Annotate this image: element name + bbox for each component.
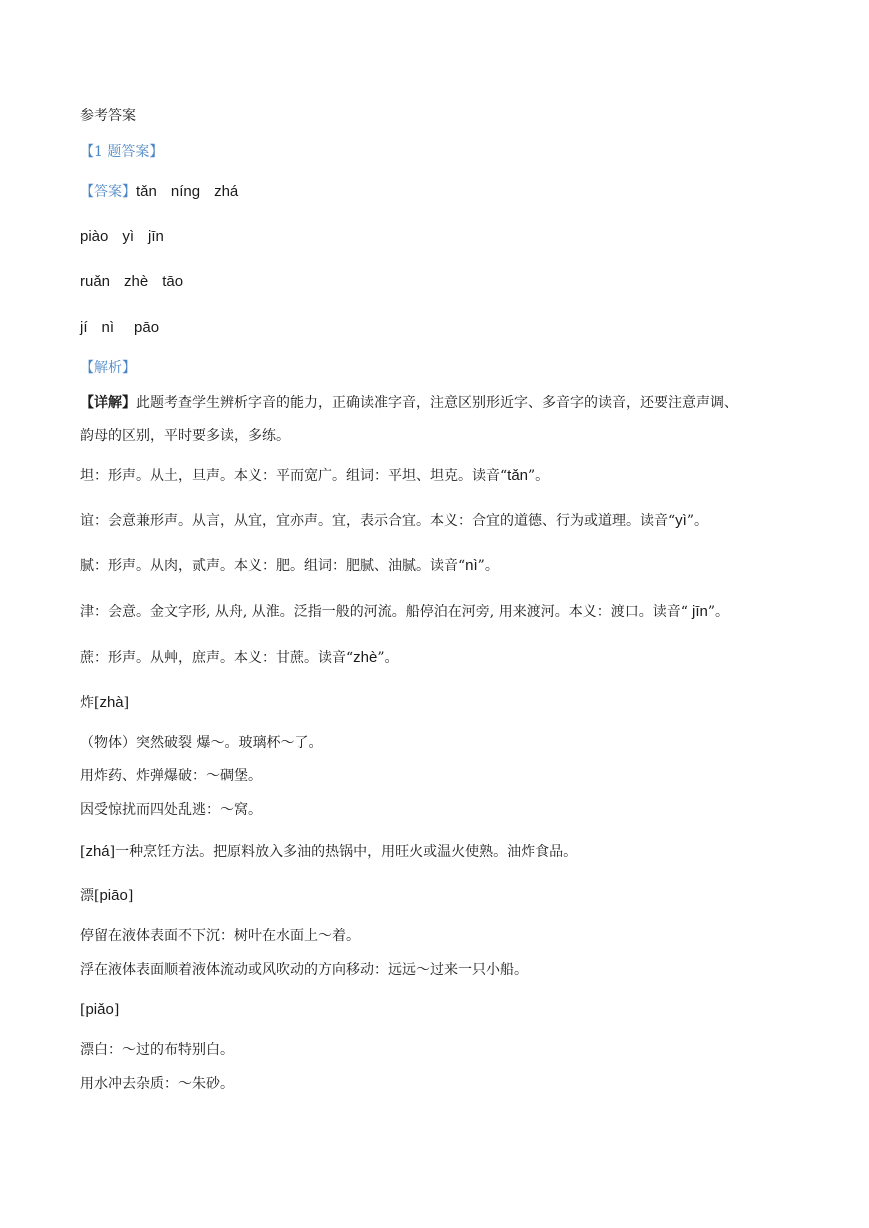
entry-text: ”。 [477, 558, 499, 574]
entry-tan [80, 466, 549, 486]
pinyin: yì [675, 512, 687, 529]
heading-text: ] [123, 695, 130, 711]
pinyin: jīn [687, 603, 708, 620]
pinyin: pāo [134, 319, 160, 336]
entry-text: ]一种烹饪方法。把原料放入多油的热锅中，用旺火或温火使熟。油炸食品。 [109, 844, 578, 860]
pinyin: nì [101, 319, 115, 336]
entry-text: 津：会意。金文字形, 从舟, 从淮。泛指一般的河流。船停泊在河旁, 用来渡河。本义：渡口。读音“ [80, 604, 688, 620]
analysis-header: 【解析】 [80, 360, 136, 376]
pinyin: piāo [99, 887, 128, 904]
entry-text: [ [80, 844, 86, 860]
zha-line-2: 用炸药、炸弹爆破：～碉堡。 [80, 768, 262, 784]
pinyin: ruǎn [80, 273, 111, 290]
answer-row-3 [80, 272, 183, 292]
entry-text: 谊：会意兼形声。从言，从宜，宜亦声。宜，表示合宜。本义：合宜的道德、行为或道理。读音“ [80, 513, 676, 529]
pinyin: tāo [162, 273, 184, 290]
heading-text: 炸[ [80, 695, 100, 711]
pinyin: zhá [214, 183, 239, 200]
piao-line-3: 漂白：～过的布特别白。 [80, 1042, 234, 1058]
heading-text: ] [127, 888, 134, 904]
entry-text: 蔗：形声。从艸，庶声。本义：甘蔗。读音“ [80, 650, 354, 666]
entry-text: ”。 [377, 650, 399, 666]
entry-yi [80, 511, 708, 531]
entry-zhe [80, 648, 399, 668]
entry-text: ”。 [528, 468, 550, 484]
piao-line-4: 用水冲去杂质：～朱砂。 [80, 1076, 234, 1092]
entry-text: 坦：形声。从土，旦声。本义：平而宽广。组词：平坦、坦克。读音“ [80, 468, 508, 484]
piao-subheading [80, 1000, 119, 1020]
answer-row-1 [80, 182, 238, 202]
question-1-header: 【1 题答案】 [80, 144, 164, 160]
pinyin: zhá [85, 843, 110, 860]
answer-row-4 [80, 318, 159, 338]
heading-text: 漂[ [80, 888, 100, 904]
detail-text: 此题考查学生辨析字音的能力，正确读准字音，注意区别形近字、多音字的读音，还要注意声调、 [136, 395, 738, 411]
zha-heading [80, 693, 129, 713]
heading-text: ] [113, 1002, 120, 1018]
detail-line-2: 韵母的区别，平时要多读，多练。 [80, 428, 290, 444]
pinyin: piǎo [85, 1001, 114, 1018]
heading-text: [ [80, 1002, 86, 1018]
zha-line-1: （物体）突然破裂 爆～。玻璃杯～了。 [80, 735, 323, 751]
piao-line-1: 停留在液体表面不下沉：树叶在水面上～着。 [80, 928, 360, 944]
piao-heading [80, 886, 133, 906]
detail-line-1 [80, 393, 738, 413]
piao-line-2: 浮在液体表面顺着液体流动或风吹动的方向移动：远远～过来一只小船。 [80, 962, 528, 978]
pinyin: tǎn [507, 467, 529, 484]
pinyin: níng [170, 183, 201, 200]
zha-line-4 [80, 842, 577, 862]
pinyin: jí [80, 319, 88, 336]
pinyin: yì [122, 228, 135, 245]
entry-jin [80, 602, 729, 622]
entry-ni [80, 556, 499, 576]
pinyin: zhè [124, 273, 149, 290]
answer-label: 【答案】 [80, 184, 136, 200]
pinyin: zhà [99, 694, 124, 711]
pinyin: nì [465, 557, 478, 574]
pinyin: tǎn [136, 183, 157, 200]
pinyin: zhè [353, 649, 378, 666]
entry-text: 腻：形声。从肉，贰声。本义：肥。组词：肥腻、油腻。读音“ [80, 558, 466, 574]
pinyin: piào [80, 228, 109, 245]
entry-text: ”。 [686, 513, 708, 529]
pinyin: jīn [148, 228, 164, 245]
zha-line-3: 因受惊扰而四处乱逃：～窝。 [80, 802, 262, 818]
answer-row-2 [80, 227, 164, 247]
entry-text: ”。 [707, 604, 730, 620]
detail-label: 【详解】 [80, 395, 136, 411]
page-title: 参考答案 [80, 108, 136, 124]
